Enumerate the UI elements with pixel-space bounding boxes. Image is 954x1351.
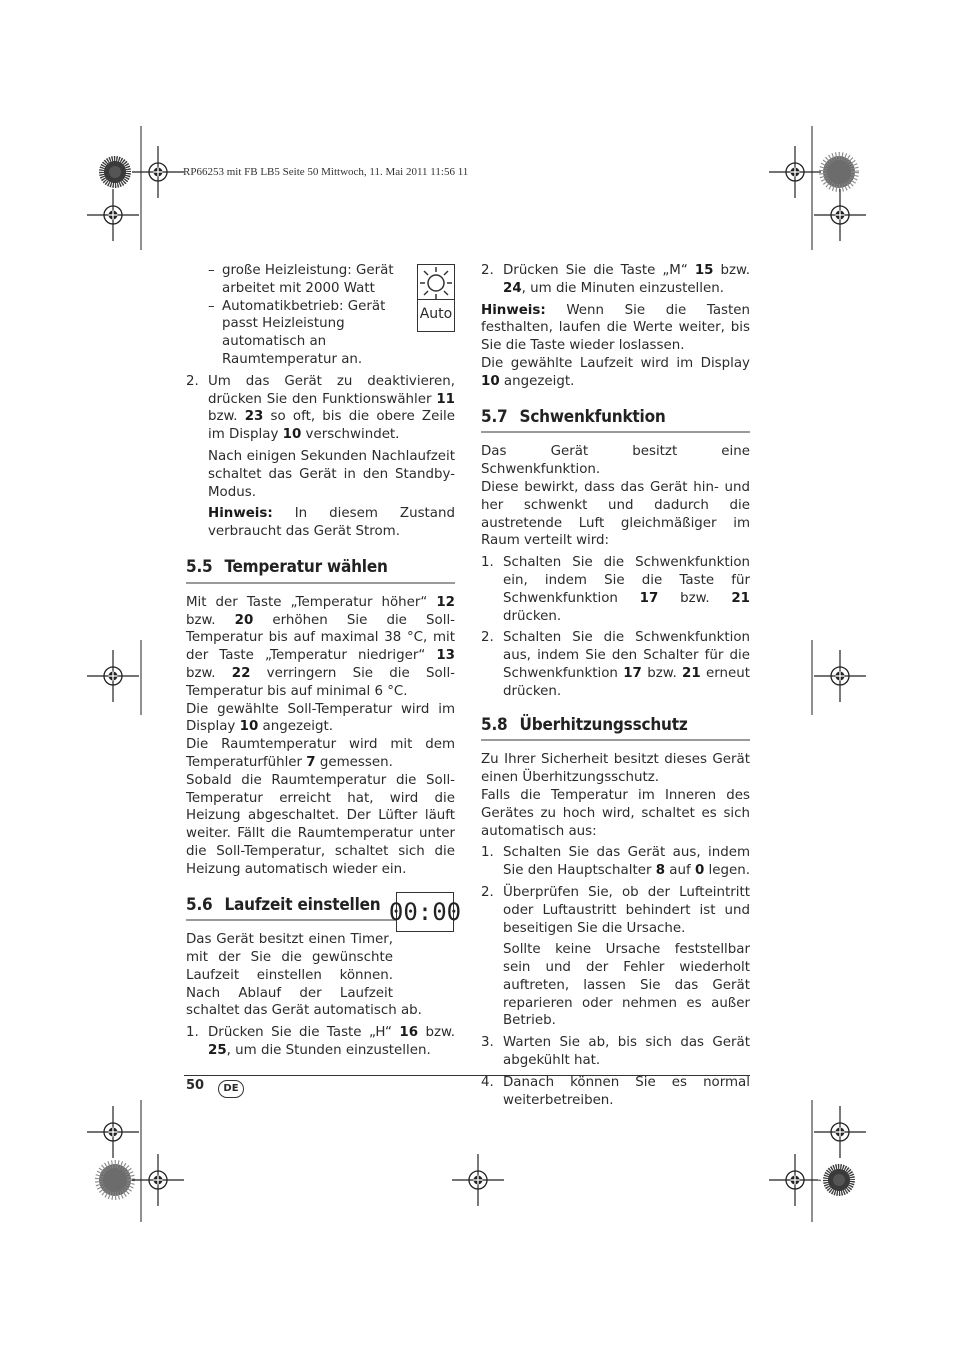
hint-standby: Hinweis: In diesem Zustand verbraucht das Gerät Strom.: [208, 506, 455, 540]
paragraph-runtime-display: Die gewählte Laufzeit wird im Display 10 angezeigt.: [481, 355, 750, 389]
list-item-check-airflow: 2. Überprüfen Sie, ob der Lufteintritt oder Luftaustritt behindert ist und beseitigen Sie die Ursache.: [481, 884, 750, 936]
footer-rule: [184, 1075, 750, 1076]
timer-digits: 00:00: [388, 898, 462, 926]
paragraph-repair: Sollte keine Ursache feststellbar sein und der Fehler wiederholt auftreten, lassen Sie das Gerät reparieren oder nehmen es außer Betrieb.: [503, 942, 750, 1029]
list-item-cool-down: 3. Warten Sie ab, bis sich das Gerät abgekühlt hat.: [481, 1035, 750, 1069]
left-column: [186, 262, 455, 1064]
paragraph-temp-buttons: Mit der Taste „Temperatur höher“ 12 bzw. 20 erhöhen Sie die Soll-Temperatur bis auf maximal 38 °C, mit der Taste „Temperatur niedriger“ 13 bzw. 22 verringern Sie die Soll-Temperatur bis auf minimal 6 °C.: [186, 594, 455, 699]
paragraph-timer: Das Gerät besitzt einen Timer, mit der Sie die gewünschte Laufzeit einstellen können. Nach Ablauf der Laufzeit schaltet das Gerät automatisch ab.: [186, 932, 422, 1019]
paragraph-swing-intro: Das Gerät besitzt eine Schwenkfunktion.: [481, 444, 750, 478]
timer-display-icon: [388, 892, 462, 932]
language-badge: DE: [218, 1080, 244, 1098]
paragraph-standby: Nach einigen Sekunden Nachlaufzeit schaltet das Gerät in den Standby-Modus.: [208, 448, 455, 500]
timer-float-spacer: [393, 931, 455, 993]
list-item-swing-on: 1. Schalten Sie die Schwenkfunktion ein, indem Sie die Taste für Schwenkfunktion 17 bzw. 21 drücken.: [481, 555, 750, 624]
section-heading-5-7: 5.7 Schwenkfunktion: [481, 409, 750, 434]
section-heading-5-5: 5.5 Temperatur wählen: [186, 559, 455, 584]
print-slug: RP66253 mit FB LB5 Seite 50 Mittwoch, 11. Mai 2011 11:56 11: [183, 166, 469, 178]
hint-hold-buttons: Hinweis: Wenn Sie die Tasten festhalten, laufen die Werte weiter, bis Sie die Taste wieder loslassen.: [481, 302, 750, 354]
section-heading-5-8: 5.8 Überhitzungsschutz: [481, 717, 750, 742]
dash-item-auto: – Automatikbetrieb: Gerät passt Heizleistung automatisch an Raumtemperatur an.: [208, 298, 386, 367]
dash-item-heat-high: – große Heizleistung: Gerät arbeitet mit 2000 Watt: [208, 263, 394, 296]
list-item-swing-off: 2. Schalten Sie die Schwenkfunktion aus, indem Sie den Schalter für die Schwenkfunktion 17 bzw. 21 erneut drücken.: [481, 630, 750, 699]
right-column: [481, 262, 750, 1113]
page-number: 50: [186, 1078, 205, 1093]
paragraph-temp-reached: Sobald die Raumtemperatur die Soll-Temperatur erreicht hat, wird die Heizung abgeschaltet. Der Lüfter läuft weiter. Fällt die Raumtemperatur unter die Soll-Temperatur, schaltet sich die Heizung automatisch wieder ein.: [186, 772, 455, 877]
list-item-resume: 4. Danach können Sie es normal weiterbetreiben.: [481, 1074, 750, 1108]
list-item-timer-minutes: 2. Drücken Sie die Taste „M“ 15 bzw. 24, um die Minuten einzustellen.: [481, 263, 750, 296]
sun-icon: [418, 265, 454, 299]
paragraph-temp-sensor: Die Raumtemperatur wird mit dem Temperaturfühler 7 gemessen.: [186, 737, 455, 770]
list-item-2: 2. Um das Gerät zu deaktivieren, drücken Sie den Funktionswähler 11 bzw. 23 so oft, bis die obere Zeile im Display 10 verschwindet.: [186, 373, 456, 443]
list-item-timer-hours: 1. Drücken Sie die Taste „H“ 16 bzw. 25, um die Stunden einzustellen.: [186, 1025, 455, 1059]
auto-label: Auto: [419, 306, 453, 322]
paragraph-swing-effect: Diese bewirkt, dass das Gerät hin- und her schwenkt und dadurch die austretende Luft gleichmäßiger im Raum verteilt wird:: [481, 479, 750, 549]
paragraph-overheat-intro: Zu Ihrer Sicherheit besitzt dieses Gerät einen Überhitzungsschutz.: [481, 752, 750, 786]
paragraph-overheat-condition: Falls die Temperatur im Inneren des Gerätes zu hoch wird, schaltet es sich automatisch aus:: [481, 787, 750, 839]
list-item-switch-off: 1. Schalten Sie das Gerät aus, indem Sie den Hauptschalter 8 auf 0 legen.: [481, 845, 750, 879]
auto-mode-icon: [417, 264, 455, 332]
section-heading-5-6: 5.6 Laufzeit einstellen: [186, 897, 455, 922]
paragraph-temp-display: Die gewählte Soll-Temperatur wird im Display 10 angezeigt.: [186, 701, 455, 735]
